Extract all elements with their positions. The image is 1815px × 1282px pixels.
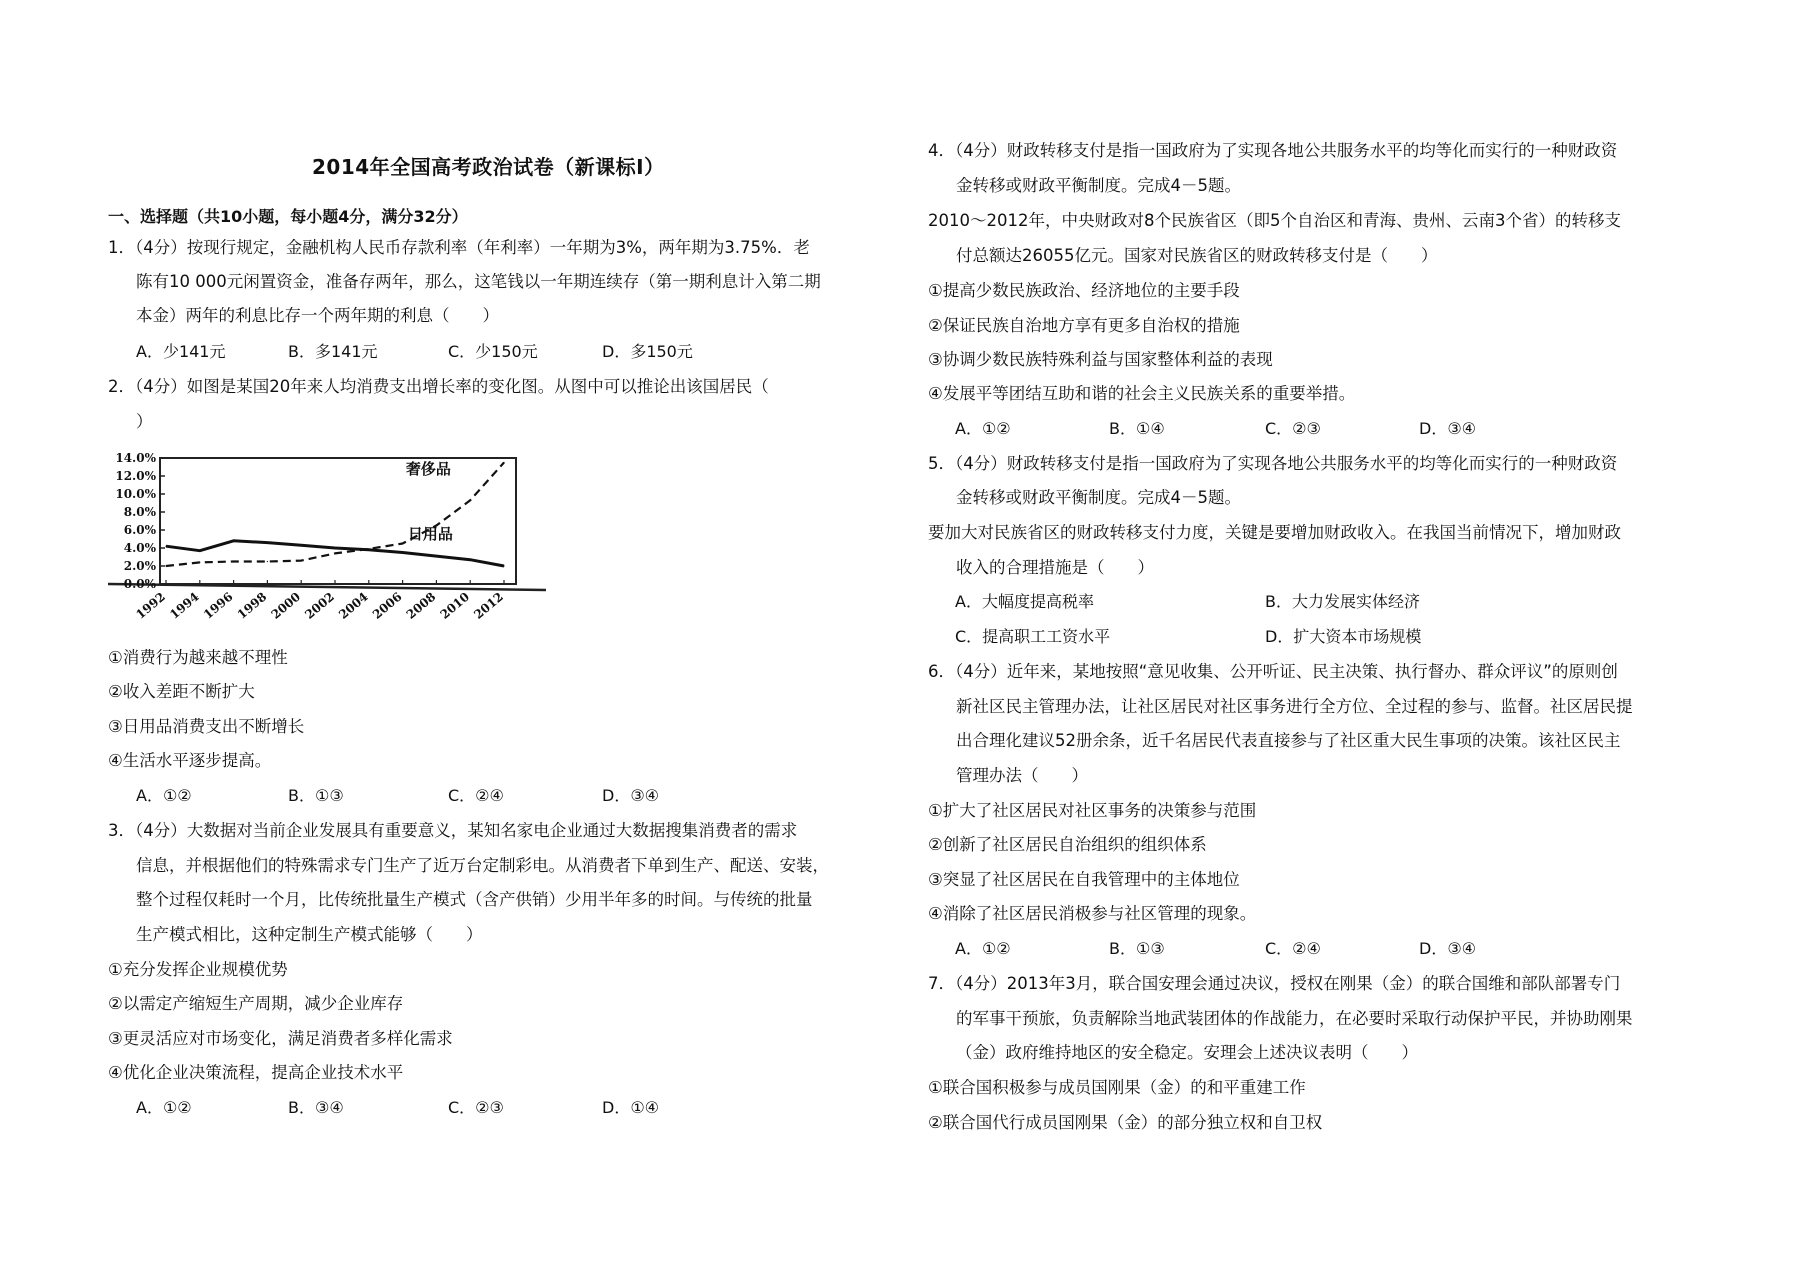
option-a[interactable]: A．①②	[955, 939, 1011, 958]
line-chart	[108, 448, 548, 628]
q6-item: ②创新了社区居民自治组织的组织体系	[928, 835, 1207, 854]
q3-item: ②以需定产缩短生产周期，减少企业库存	[108, 994, 404, 1013]
q2-options	[136, 784, 836, 808]
q4-item: ①提高少数民族政治、经济地位的主要手段	[928, 281, 1240, 300]
y-tick-label: 0.0%	[123, 577, 156, 591]
option-c[interactable]: C．②④	[448, 786, 504, 805]
x-tick-label: 1998	[234, 589, 270, 622]
data-point-luxury	[402, 543, 403, 544]
x-tick-label: 2004	[336, 589, 371, 622]
x-tick-label: 2010	[437, 589, 473, 622]
q6-item: ①扩大了社区居民对社区事务的决策参与范围	[928, 801, 1257, 820]
q4-item: ②保证民族自治地方享有更多自治权的措施	[928, 316, 1240, 335]
y-tick-label: 12.0%	[115, 469, 156, 483]
option-c[interactable]: C．提高职工工资水平	[955, 627, 1111, 646]
option-a[interactable]: A．少141元	[136, 342, 226, 361]
data-point-daily	[503, 565, 504, 566]
option-b[interactable]: B．大力发展实体经济	[1265, 592, 1420, 611]
q3-line: 信息，并根据他们的特殊需求专门生产了近万台定制彩电。从消费者下单到生产、配送、安装，	[136, 856, 829, 875]
x-tick-label: 1996	[200, 589, 236, 622]
q3-item: ①充分发挥企业规模优势	[108, 960, 288, 979]
data-point-luxury	[334, 553, 335, 554]
option-a[interactable]: A．大幅度提高税率	[955, 592, 1094, 611]
data-point-daily	[402, 552, 403, 553]
option-d[interactable]: D．①④	[602, 1098, 660, 1117]
q2-item: ②收入差距不断扩大	[108, 682, 255, 701]
data-point-daily	[470, 559, 471, 560]
q1-line: 陈有10 000元闲置资金，准备存两年，那么，这笔钱以一年期连续存（第一期利息计入第二期	[136, 272, 821, 291]
q6-item: ④消除了社区居民消极参与社区管理的现象。	[928, 904, 1257, 923]
data-point-luxury	[199, 562, 200, 563]
y-tick-label: 10.0%	[115, 487, 156, 501]
q5-context: 要加大对民族省区的财政转移支付力度，关键是要增加财政收入。在我国当前情况下，增加财政	[928, 523, 1621, 542]
option-d[interactable]: D．③④	[1419, 419, 1477, 438]
q4-options	[955, 417, 1655, 441]
q1-line: 本金）两年的利息比存一个两年期的利息（ ）	[136, 306, 499, 325]
option-d[interactable]: D．③④	[602, 786, 660, 805]
y-tick-label: 14.0%	[115, 451, 156, 465]
q4-context: 2010～2012年，中央财政对8个民族省区（即5个自治区和青海、贵州、云南3个省）的转移支	[928, 211, 1621, 230]
q2-line: 2．（4分）如图是某国20年来人均消费支出增长率的变化图。从图中可以推论出该国居民（	[108, 377, 769, 396]
option-c[interactable]: C．②③	[448, 1098, 504, 1117]
option-d[interactable]: D．扩大资本市场规模	[1265, 627, 1422, 646]
q7-line: （金）政府维持地区的安全稳定。安理会上述决议表明（ ）	[956, 1043, 1418, 1062]
option-b[interactable]: B．①④	[1109, 419, 1165, 438]
q5-options-row2	[955, 625, 1655, 649]
data-point-luxury	[470, 500, 471, 501]
q2-item: ①消费行为越来越不理性	[108, 648, 288, 667]
q7-item: ②联合国代行成员国刚果（金）的部分独立权和自卫权	[928, 1113, 1323, 1132]
q6-options	[955, 937, 1655, 961]
option-b[interactable]: B．①③	[288, 786, 344, 805]
series-line-luxury	[166, 463, 504, 567]
q3-item: ④优化企业决策流程，提高企业技术水平	[108, 1063, 404, 1082]
data-point-daily	[233, 540, 234, 541]
data-point-daily	[301, 545, 302, 546]
q4-item: ④发展平等团结互助和谐的社会主义民族关系的重要举措。	[928, 384, 1356, 403]
q5-context: 收入的合理措施是（ ）	[956, 558, 1154, 577]
option-d[interactable]: D．③④	[1419, 939, 1477, 958]
option-d[interactable]: D．多150元	[602, 342, 693, 361]
series-label-daily: 日用品	[407, 525, 453, 543]
q6-line: 出合理化建议52册余条，近千名居民代表直接参与了社区重大民生事项的决策。该社区民主	[956, 731, 1621, 750]
q7-line: 的军事干预旅，负责解除当地武装团体的作战能力，在必要时采取行动保护平民，并协助刚果	[956, 1009, 1633, 1028]
q1-options	[136, 340, 836, 364]
x-tick-label: 2008	[403, 589, 439, 622]
option-c[interactable]: C．少150元	[448, 342, 538, 361]
option-c[interactable]: C．②④	[1265, 939, 1321, 958]
q6-line: 6．（4分）近年来，某地按照“意见收集、公开听证、民主决策、执行督办、群众评议”的原则创	[928, 662, 1618, 681]
option-a[interactable]: A．①②	[136, 786, 192, 805]
data-point-daily	[334, 547, 335, 548]
data-point-luxury	[267, 561, 268, 562]
plot-frame	[160, 458, 516, 584]
x-tick-label: 2012	[471, 589, 506, 622]
q1-line: 1．（4分）按现行规定，金融机构人民币存款利率（年利率）一年期为3%，两年期为3.75%．老	[108, 238, 810, 257]
series-label-luxury: 奢侈品	[405, 460, 451, 478]
q7-item: ①联合国积极参与成员国刚果（金）的和平重建工作	[928, 1078, 1306, 1097]
q6-item: ③突显了社区居民在自我管理中的主体地位	[928, 870, 1240, 889]
x-tick-label: 1992	[133, 589, 168, 622]
option-a[interactable]: A．①②	[136, 1098, 192, 1117]
q4-context: 付总额达26055亿元。国家对民族省区的财政转移支付是（ ）	[956, 246, 1438, 265]
data-point-daily	[165, 546, 166, 547]
q7-line: 7．（4分）2013年3月，联合国安理会通过决议，授权在刚果（金）的联合国维和部队部署专门	[928, 974, 1621, 993]
q6-line: 新社区民主管理办法，让社区居民对社区事务进行全方位、全过程的参与、监督。社区居民提	[956, 697, 1633, 716]
data-point-daily	[199, 550, 200, 551]
q5-options-row1	[955, 590, 1655, 614]
y-tick-label: 6.0%	[123, 523, 156, 537]
x-tick-label: 2002	[302, 589, 337, 622]
data-point-daily	[436, 556, 437, 557]
q2-line: ）	[136, 412, 153, 431]
x-tick-label: 2006	[369, 589, 405, 622]
data-point-luxury	[233, 561, 234, 562]
x-tick-label: 2000	[268, 589, 304, 622]
option-b[interactable]: B．多141元	[288, 342, 378, 361]
section-heading: 一、选择题（共10小题，每小题4分，满分32分）	[108, 207, 468, 226]
data-point-daily	[368, 549, 369, 550]
consumption-growth-chart	[108, 448, 548, 628]
data-point-luxury	[165, 565, 166, 566]
page-title: 2014年全国高考政治试卷（新课标Ⅰ）	[312, 155, 665, 179]
y-tick-label: 2.0%	[123, 559, 156, 573]
option-c[interactable]: C．②③	[1265, 419, 1321, 438]
q3-options	[136, 1096, 836, 1120]
option-b[interactable]: B．③④	[288, 1098, 344, 1117]
q3-item: ③更灵活应对市场变化，满足消费者多样化需求	[108, 1029, 453, 1048]
y-tick-label: 4.0%	[123, 541, 156, 555]
data-point-luxury	[301, 560, 302, 561]
q5-line: 金转移或财政平衡制度。完成4－5题。	[956, 488, 1241, 507]
option-b[interactable]: B．①③	[1109, 939, 1165, 958]
q5-line: 5．（4分）财政转移支付是指一国政府为了实现各地公共服务水平的均等化而实行的一种财政资	[928, 454, 1618, 473]
q6-line: 管理办法（ ）	[956, 766, 1088, 785]
q4-line: 4．（4分）财政转移支付是指一国政府为了实现各地公共服务水平的均等化而实行的一种财政资	[928, 141, 1618, 160]
q3-line: 3．（4分）大数据对当前企业发展具有重要意义，某知名家电企业通过大数据搜集消费者的需求	[108, 821, 798, 840]
q2-item: ④生活水平逐步提高。	[108, 751, 272, 770]
y-tick-label: 8.0%	[123, 505, 156, 519]
q4-item: ③协调少数民族特殊利益与国家整体利益的表现	[928, 350, 1273, 369]
x-tick-label: 1994	[167, 589, 202, 622]
q3-line: 整个过程仅耗时一个月，比传统批量生产模式（含产供销）少用半年多的时间。与传统的批量	[136, 890, 813, 909]
q4-line: 金转移或财政平衡制度。完成4－5题。	[956, 176, 1241, 195]
option-a[interactable]: A．①②	[955, 419, 1011, 438]
q2-item: ③日用品消费支出不断增长	[108, 717, 305, 736]
data-point-daily	[267, 542, 268, 543]
data-point-luxury	[503, 462, 504, 463]
q3-line: 生产模式相比，这种定制生产模式能够（ ）	[136, 925, 483, 944]
